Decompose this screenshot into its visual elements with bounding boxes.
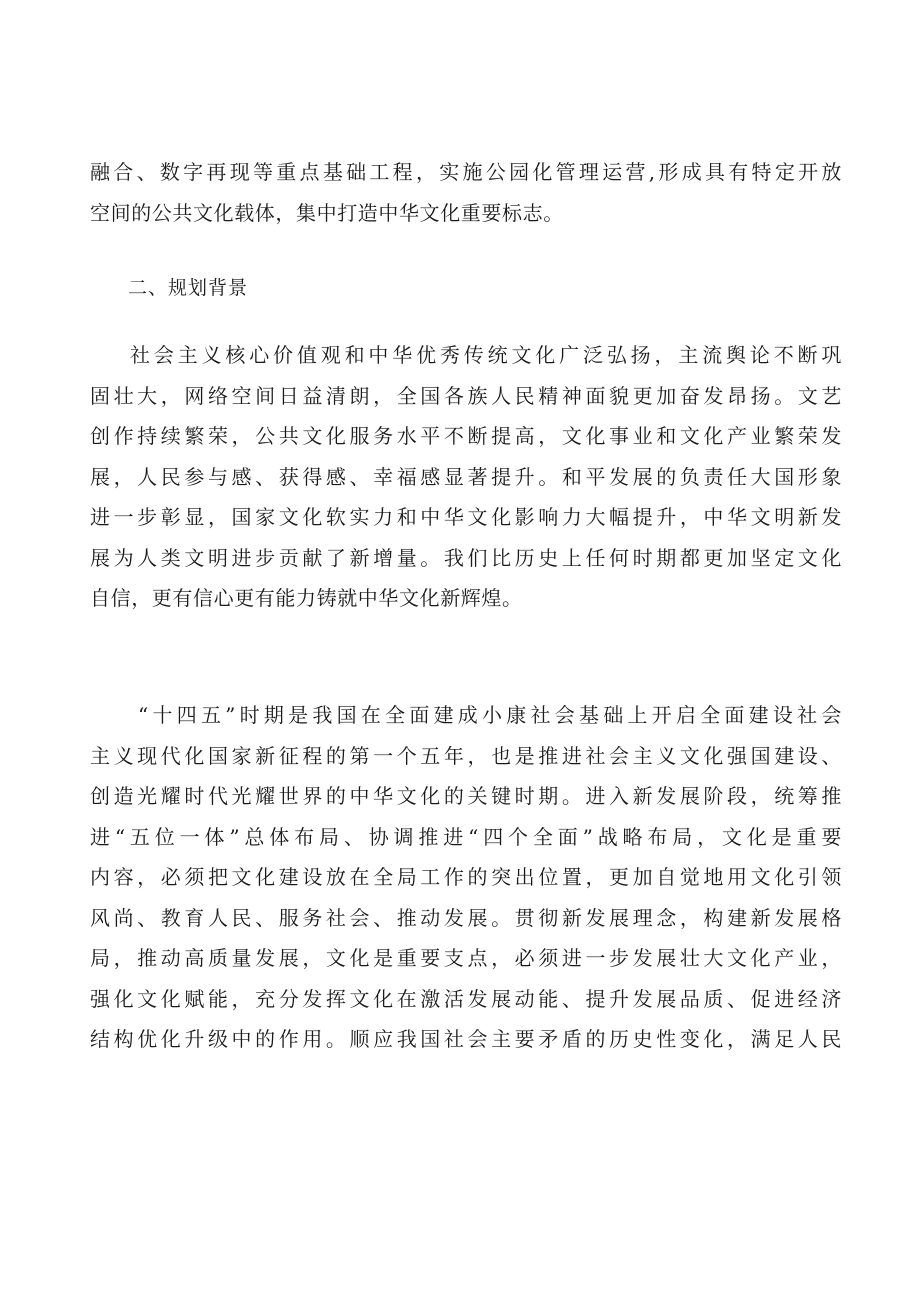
paragraph-line: 创造光耀时代光耀世界的中华文化的关键时期。进入新发展阶段，统筹推 [90, 784, 842, 808]
paragraph-line: 进“五位一体”总体布局、协调推进“四个全面”战略布局，文化是重要 [90, 824, 842, 849]
paragraph-line: 进一步彰显，国家文化软实力和中华文化影响力大幅提升，中华文明新发 [90, 505, 842, 529]
paragraph-line: 局，推动高质量发展，文化是重要支点，必须进一步发展壮大文化产业， [90, 946, 842, 970]
section-heading: 二、规划背景 [128, 277, 249, 299]
paragraph-line: 强化文化赋能，充分发挥文化在激活发展动能、提升发展品质、促进经济 [90, 986, 842, 1011]
paragraph-line: “十四五”时期是我国在全面建成小康社会基础上开启全面建设社会 [138, 703, 842, 727]
paragraph-line: 结构优化升级中的作用。顺应我国社会主要矛盾的历史性变化，满足人民 [90, 1027, 842, 1051]
paragraph-line: 融合、数字再现等重点基础工程，实施公园化管理运营,形成具有特定开放 [90, 160, 842, 184]
paragraph-line: 固壮大，网络空间日益清朗，全国各族人民精神面貌更加奋发昂扬。文艺 [90, 383, 842, 408]
paragraph-planning-background [90, 335, 842, 619]
paragraph-line: 风尚、教育人民、服务社会、推动发展。贯彻新发展理念，构建新发展格 [90, 905, 842, 930]
paragraph-line: 内容，必须把文化建设放在全局工作的突出位置，更加自觉地用文化引领 [90, 865, 842, 889]
paragraph-continuation [90, 152, 842, 233]
paragraph-line: 展为人类文明进步贡献了新增量。我们比历史上任何时期都更加坚定文化 [90, 545, 842, 570]
section-heading-block [90, 268, 842, 309]
paragraph-line: 社会主义核心价值观和中华优秀传统文化广泛弘扬，主流舆论不断巩 [130, 343, 842, 367]
paragraph-line: 自信，更有信心更有能力铸就中华文化新辉煌。 [90, 586, 523, 610]
paragraph-fourteenth-five-year [90, 695, 842, 1060]
paragraph-line: 空间的公共文化载体，集中打造中华文化重要标志。 [90, 200, 564, 225]
paragraph-line: 创作持续繁荣，公共文化服务水平不断提高，文化事业和文化产业繁荣发 [90, 424, 842, 448]
paragraph-line: 主义现代化国家新征程的第一个五年，也是推进社会主义文化强国建设、 [90, 743, 842, 768]
paragraph-line: 展，人民参与感、获得感、幸福感显著提升。和平发展的负责任大国形象 [90, 464, 842, 489]
